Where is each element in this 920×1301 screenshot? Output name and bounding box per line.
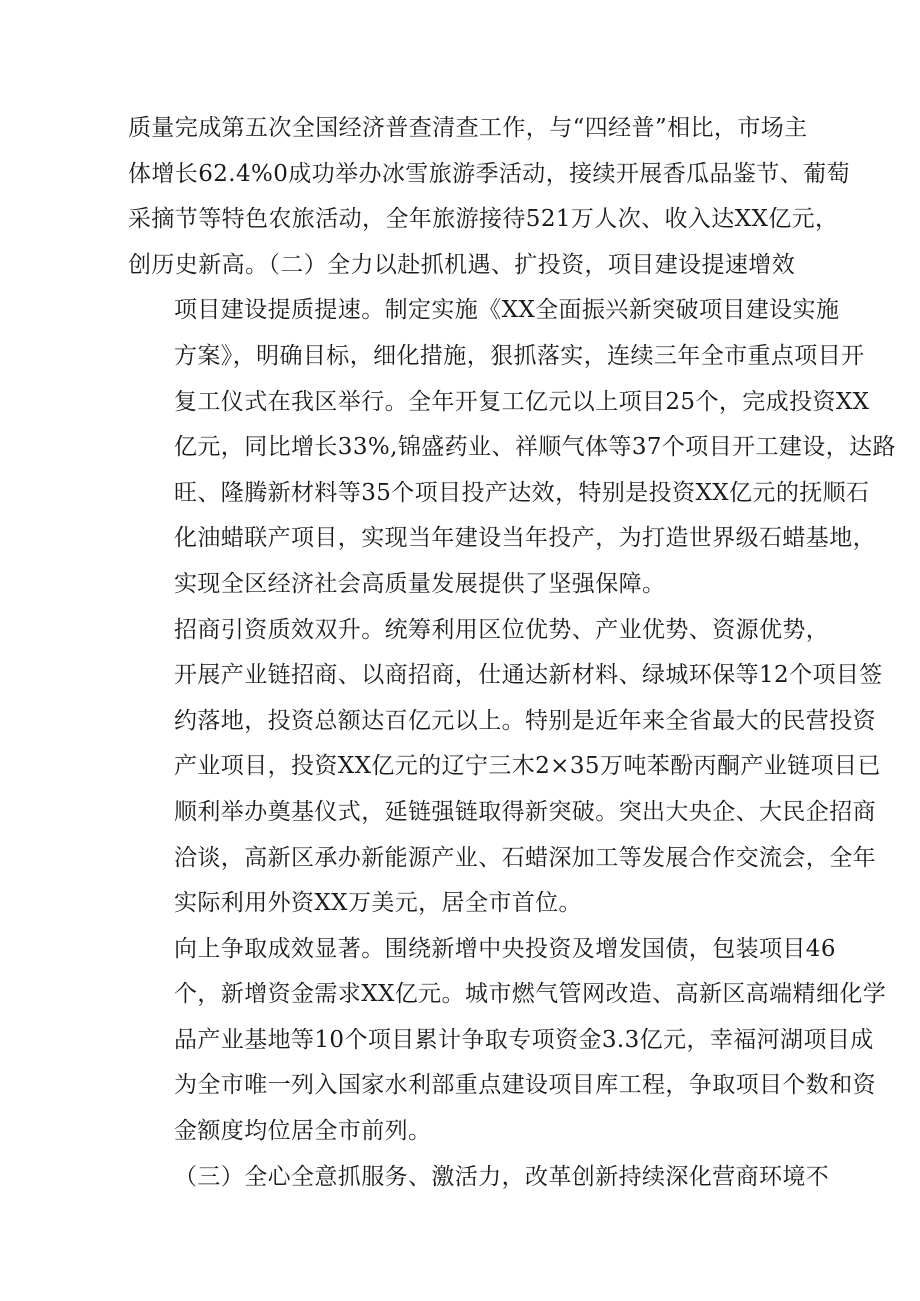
text-line: 洽谈，高新区承办新能源产业、石蜡深加工等发展合作交流会，全年 [174,844,876,871]
text-line: 实际利用外资XX万美元，居全市首位。 [174,890,582,917]
text-line: 产业项目，投资XX亿元的辽宁三木2×35万吨苯酚丙酮产业链项目已 [174,753,881,780]
text-line: 向上争取成效显著。围绕新增中央投资及增发国债，包装项目46 [174,935,836,962]
section-heading-three [128,1155,830,1201]
document-body [128,106,896,1200]
text-line: 约落地，投资总额达百亿元以上。特别是近年来全省最大的民营投资 [174,707,876,734]
text-line: 亿元，同比增长33%,锦盛药业、祥顺气体等37个项目开工建设，达路 [174,434,896,461]
text-line: 复工仪式在我区举行。全年开复工亿元以上项目25个，完成投资XX [174,388,870,415]
text-line: 实现全区经济社会高质量发展提供了坚强保障。 [174,570,666,597]
text-line: 为全市唯一列入国家水利部重点建设项目库工程，争取项目个数和资 [174,1072,876,1099]
text-line: 开展产业链招商、以商招商，仕通达新材料、绿城环保等12个项目签 [174,662,883,689]
text-line: 招商引资质效双升。统筹利用区位优势、产业优势、资源优势， [174,616,830,643]
text-line: 旺、隆腾新材料等35个项目投产达效，特别是投资XX亿元的抚顺石 [174,479,870,506]
text-line: 顺利举办奠基仪式，延链强链取得新突破。突出大央企、大民企招商 [174,798,876,825]
text-line: 项目建设提质提速。制定实施《XX全面振兴新突破项目建设实施 [174,297,840,324]
paragraph-investment-attraction [128,608,883,927]
text-line: 个，新增资金需求XX亿元。城市燃气管网改造、高新区高端精细化学 [174,981,887,1008]
text-line: （三）全心全意抓服务、激活力，改革创新持续深化营商环境不 [174,1163,830,1190]
text-line: 质量完成第五次全国经济普查清查工作，与“四经普”相比，市场主 [128,115,808,141]
text-line: 金额度均位居全市前列。 [174,1118,432,1145]
text-line: 品产业基地等10个项目累计争取专项资金3.3亿元，幸福河湖项目成 [174,1026,874,1053]
paragraph-project-construction [128,288,896,607]
text-line: 化油蜡联产项目，实现当年建设当年投产，为打造世界级石蜡基地， [174,525,876,552]
paragraph-economic-census [128,106,850,288]
text-line: 体增长62.4%0成功举办冰雪旅游季活动，接续开展香瓜品鉴节、葡萄 [128,160,850,187]
text-line: 创历史新高。（二）全力以赴抓机遇、扩投资，项目建设提速增效 [128,251,796,278]
text-line: 方案》，明确目标，细化措施，狠抓落实，连续三年全市重点项目开 [174,342,865,369]
paragraph-funding-efforts [128,927,887,1155]
text-line: 采摘节等特色农旅活动，全年旅游接待521万人次、收入达XX亿元， [128,206,839,233]
